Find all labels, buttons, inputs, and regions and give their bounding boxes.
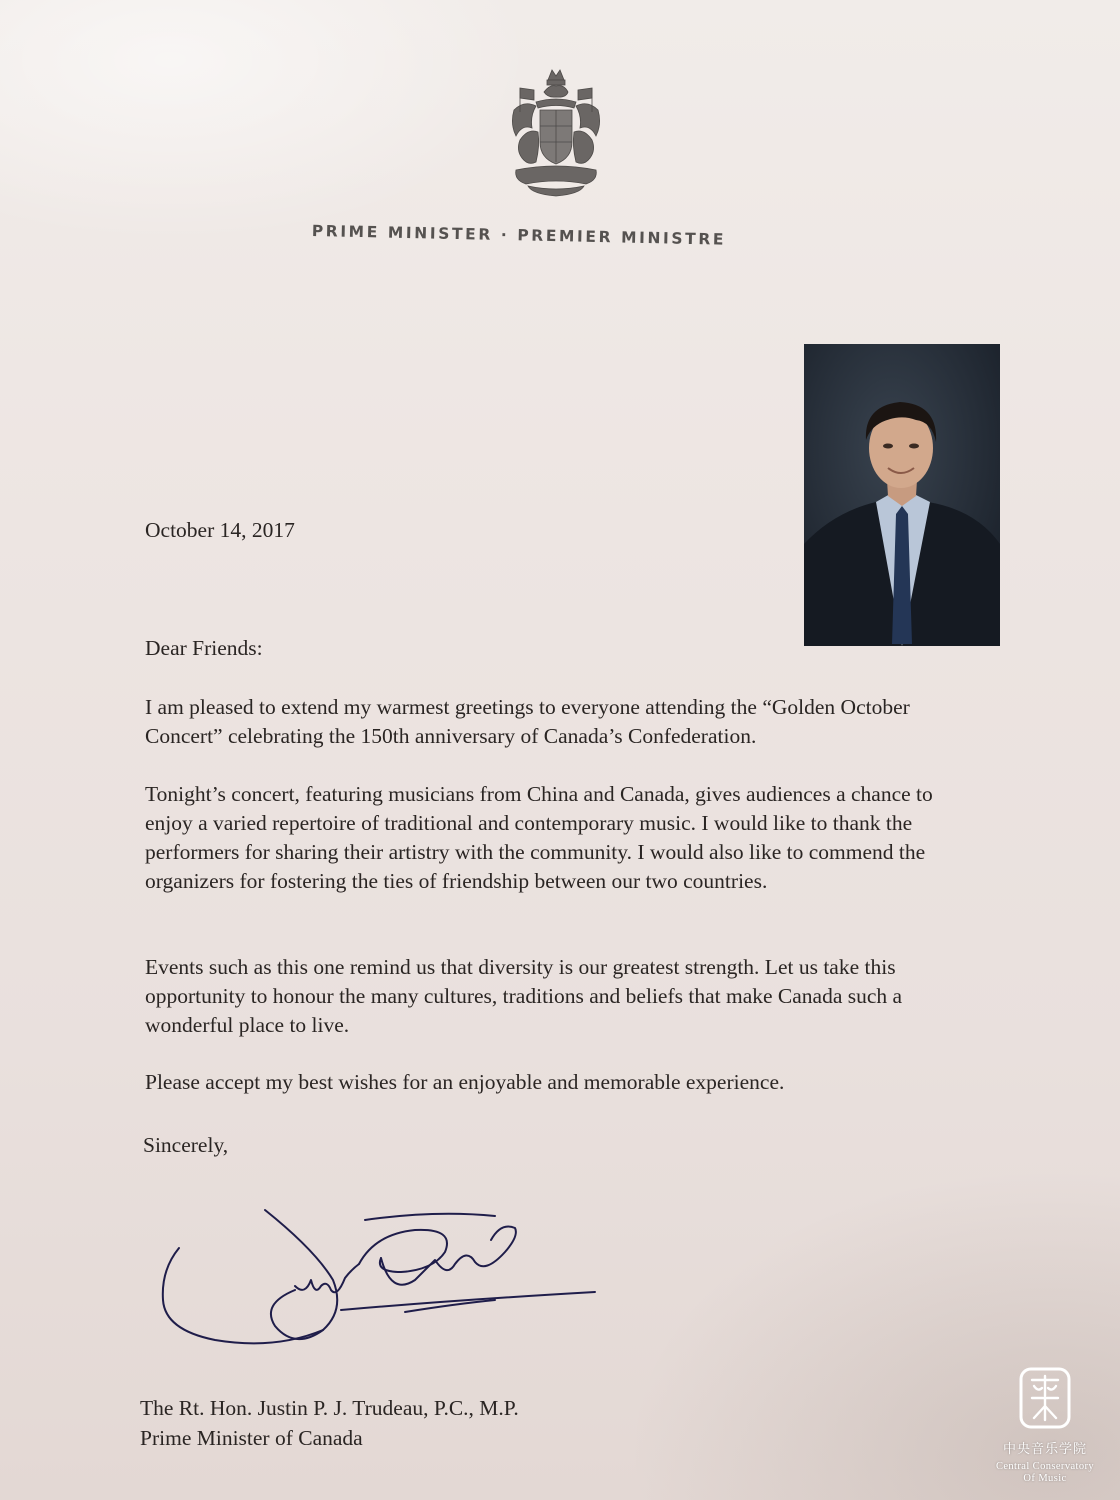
handwritten-signature bbox=[155, 1200, 605, 1350]
paragraph-wishes: Please accept my best wishes for an enjoyable and memorable experience. bbox=[145, 1070, 785, 1094]
portrait-photo bbox=[804, 344, 1000, 646]
watermark-english-line2: Of Music bbox=[1023, 1473, 1067, 1484]
signatory-name: The Rt. Hon. Justin P. J. Trudeau, P.C., M.P. bbox=[140, 1396, 519, 1420]
letter-date: October 14, 2017 bbox=[145, 518, 295, 542]
paragraph-concert: Tonight’s concert, featuring musicians from China and Canada, gives audiences a chance to enjoy a varied repertoire of traditional and contemporary music. I would like to thank the performers for sharing their artistry with the community. I would also like to commend the organizers for fostering the ties of friendship between our two countries. bbox=[145, 782, 933, 893]
watermark-english-line1: Central Conservatory bbox=[995, 1461, 1095, 1472]
watermark-chinese-name: 中央音乐学院 bbox=[1002, 1442, 1087, 1457]
paragraph-greeting: I am pleased to extend my warmest greetings to everyone attending the “Golden October Concert” celebrating the 150th anniversary of Canada’s Confederation. bbox=[145, 695, 910, 748]
coat-of-arms-icon bbox=[506, 66, 606, 200]
paragraph-diversity: Events such as this one remind us that diversity is our greatest strength. Let us take this opportunity to honour the many cultures, traditions and beliefs that make Canada such a wonderful place to live. bbox=[145, 955, 903, 1037]
closing: Sincerely, bbox=[143, 1133, 229, 1157]
letterhead-title: PRIME MINISTER · PREMIER MINISTRE bbox=[311, 222, 727, 249]
conservatory-watermark bbox=[980, 1360, 1110, 1490]
signatory-title: Prime Minister of Canada bbox=[140, 1426, 363, 1450]
conservatory-logo-icon bbox=[1018, 1366, 1072, 1430]
salutation: Dear Friends: bbox=[145, 636, 263, 660]
